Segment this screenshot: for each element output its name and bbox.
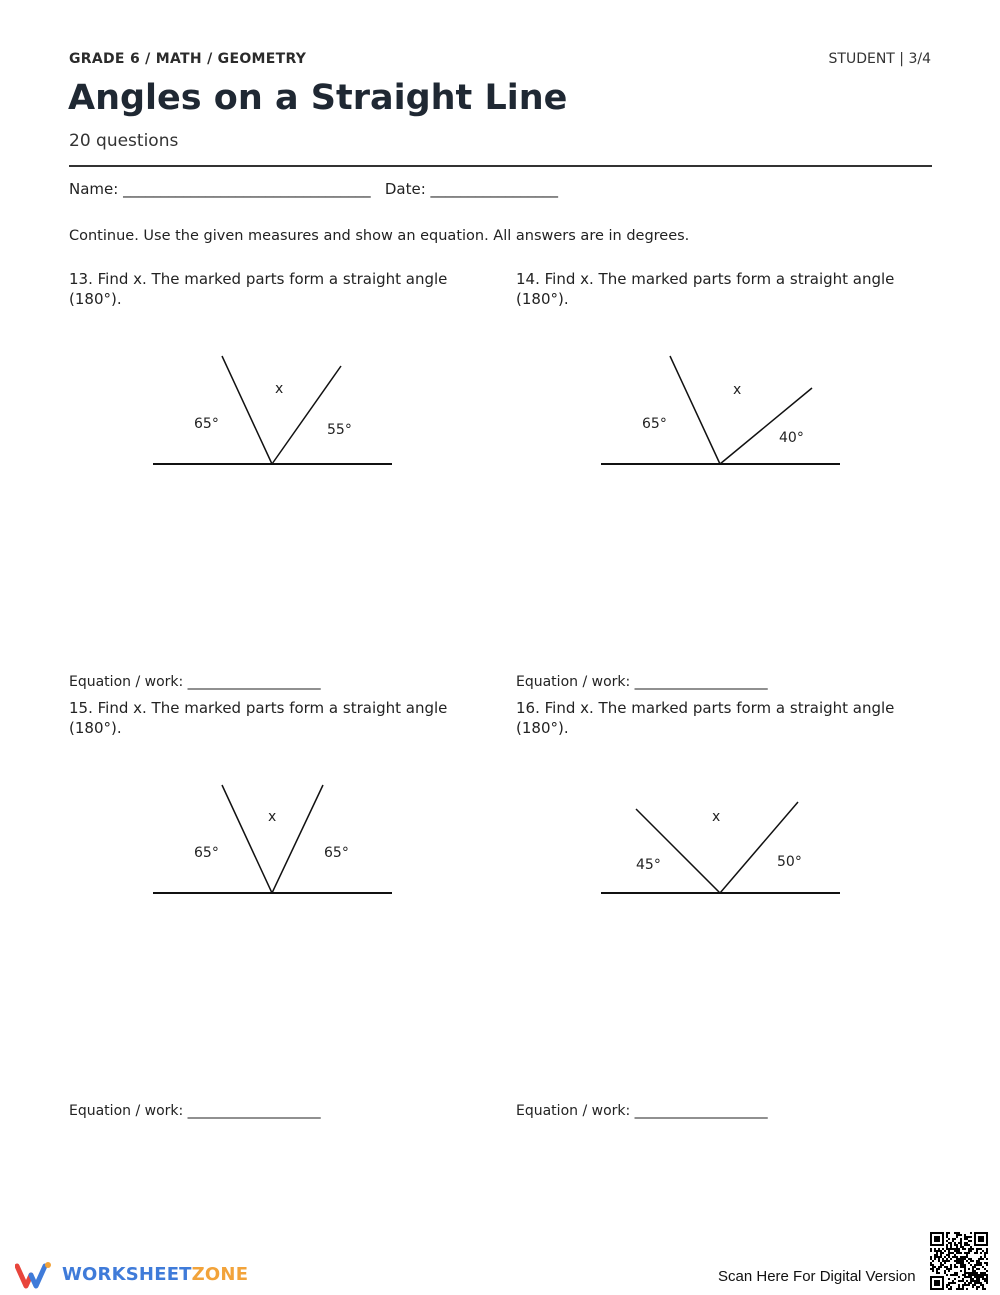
question-14-work-line[interactable]: Equation / work: ___________________	[516, 674, 768, 690]
worksheetzone-logo-icon	[15, 1260, 55, 1290]
ray-left	[222, 356, 272, 464]
question-14-text: 14. Find x. The marked parts form a straight angle (180°).	[516, 270, 895, 308]
question-15-figure	[150, 779, 395, 899]
scan-caption: Scan Here For Digital Version	[718, 1268, 916, 1285]
angle-label-left: 65°	[642, 416, 667, 432]
question-13-text: 13. Find x. The marked parts form a straight angle (180°).	[69, 270, 448, 308]
question-15-text: 15. Find x. The marked parts form a straight angle (180°).	[69, 699, 448, 737]
angle-label-left: 65°	[194, 416, 219, 432]
student-page-label: STUDENT | 3/4	[828, 51, 931, 67]
angle-label-x: x	[733, 382, 742, 398]
brand-name-part2: ZONE	[191, 1264, 249, 1285]
ray-left	[222, 785, 272, 893]
question-count: 20 questions	[69, 131, 179, 151]
question-13-work-line[interactable]: Equation / work: ___________________	[69, 674, 321, 690]
question-16-work-line[interactable]: Equation / work: ___________________	[516, 1103, 768, 1119]
header-divider	[69, 165, 932, 167]
angle-label-x: x	[275, 381, 284, 397]
question-16-figure	[598, 779, 843, 899]
qr-code-icon[interactable]	[930, 1232, 988, 1290]
angle-label-x: x	[268, 809, 277, 825]
angle-label-right: 40°	[779, 430, 804, 446]
ray-right	[720, 802, 798, 893]
question-16-text: 16. Find x. The marked parts form a straight angle (180°).	[516, 699, 895, 737]
brand-name	[62, 1264, 248, 1285]
angle-label-right: 55°	[327, 422, 352, 438]
brand-name-part1: WORKSHEET	[62, 1264, 192, 1285]
question-15-work-line[interactable]: Equation / work: ___________________	[69, 1103, 321, 1119]
name-date-fields[interactable]: Name: _________________________________ Date: _________________	[69, 180, 559, 198]
angle-label-left: 65°	[194, 845, 219, 861]
angle-label-right: 65°	[324, 845, 349, 861]
ray-left	[670, 356, 720, 464]
angle-label-right: 50°	[777, 854, 802, 870]
ray-right	[720, 388, 812, 464]
instructions: Continue. Use the given measures and show an equation. All answers are in degrees.	[69, 228, 690, 244]
ray-left	[636, 809, 720, 893]
question-14-figure	[598, 350, 843, 470]
angle-label-left: 45°	[636, 857, 661, 873]
ray-right	[272, 785, 323, 893]
breadcrumb: GRADE 6 / MATH / GEOMETRY	[69, 51, 307, 67]
question-13-figure	[150, 350, 395, 470]
angle-label-x: x	[712, 809, 721, 825]
page-title: Angles on a Straight Line	[68, 78, 568, 118]
